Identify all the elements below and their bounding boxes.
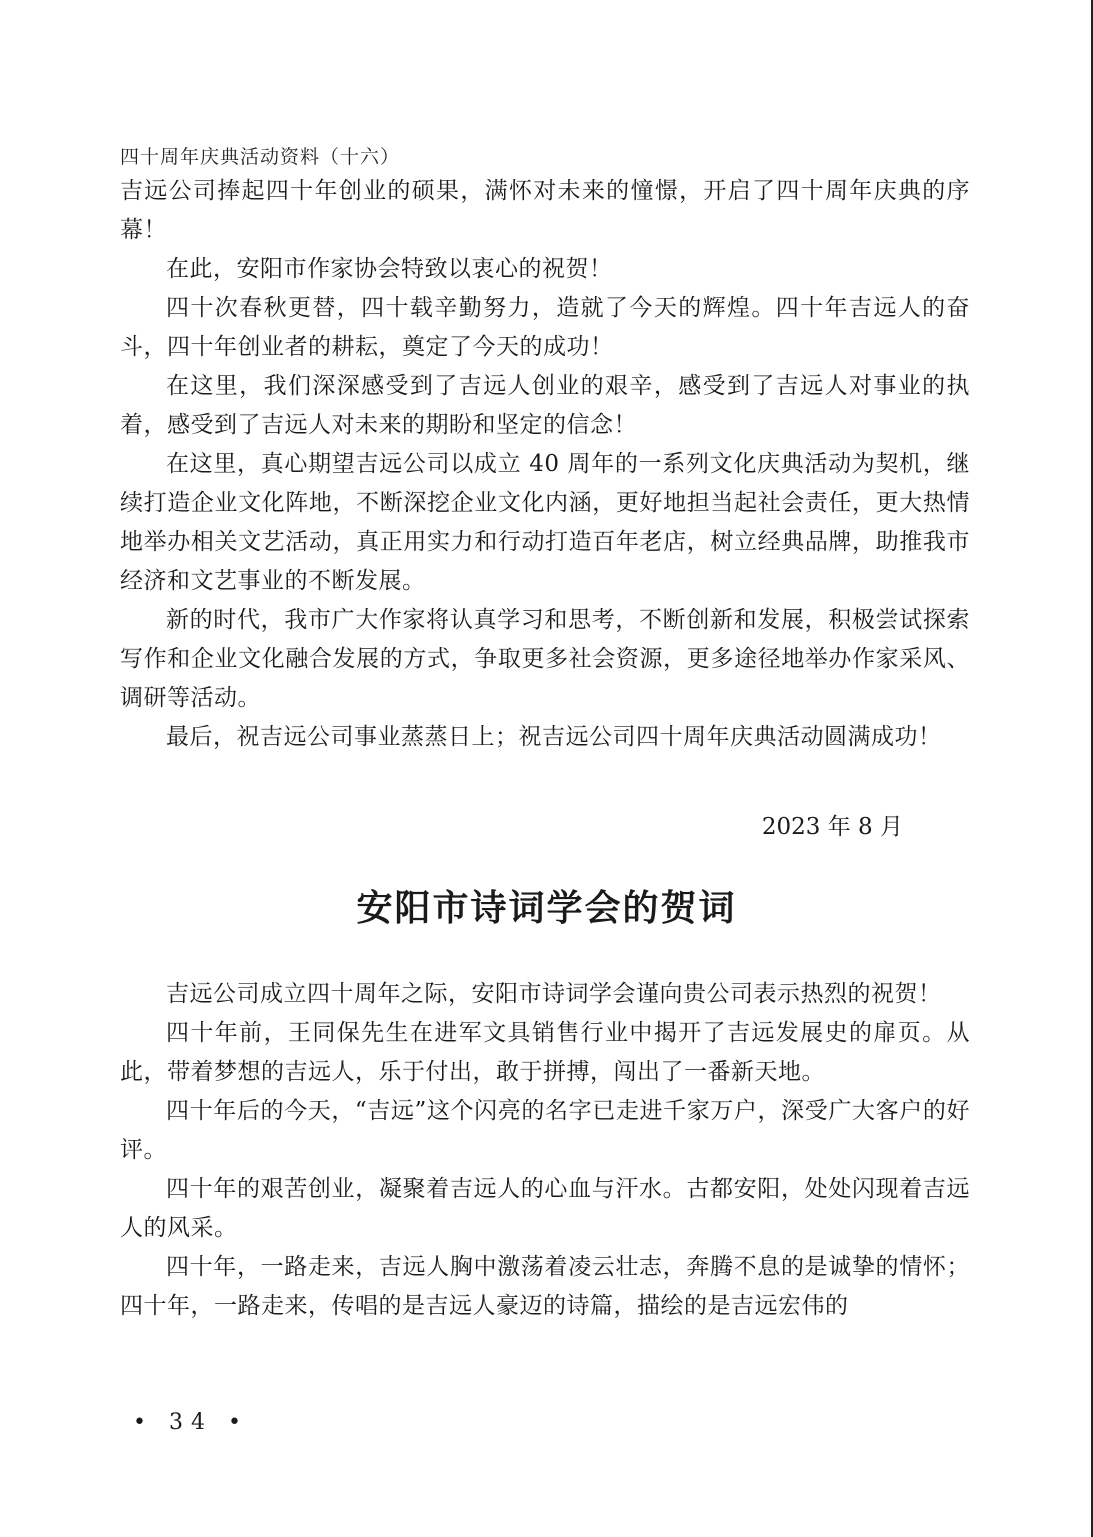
paragraph: 四十年前，王同保先生在进军文具销售行业中揭开了吉远发展史的扉页。从此，带着梦想的吉远人，乐于付出，敢于拼搏，闯出了一番新天地。 (120, 1020, 970, 1085)
paragraph: 新的时代，我市广大作家将认真学习和思考，不断创新和发展，积极尝试探索写作和企业文化融合发展的方式，争取更多社会资源，更多途径地举办作家采风、调研等活动。 (120, 607, 970, 711)
letter-date: 2023 年 8 月 (761, 814, 903, 840)
paragraph: 在这里，我们深深感受到了吉远人创业的艰辛，感受到了吉远人对事业的执着，感受到了吉远人对未来的期盼和坚定的信念！ (120, 373, 970, 438)
paragraph: 在此，安阳市作家协会特致以衷心的祝贺！ (166, 256, 613, 282)
page-number: • 34 • (133, 1410, 249, 1435)
section1-body (120, 172, 970, 757)
section-title: 安阳市诗词学会的贺词 (356, 887, 737, 929)
paragraph: 四十年，一路走来，吉远人胸中激荡着凌云壮志，奔腾不息的是诚挚的情怀；四十年，一路走来，传唱的是吉远人豪迈的诗篇，描绘的是吉远宏伟的 (120, 1254, 970, 1319)
section2-body (120, 975, 970, 1326)
paragraph: 在这里，真心期望吉远公司以成立 40 周年的一系列文化庆典活动为契机，继续打造企业文化阵地，不断深挖企业文化内涵，更好地担当起社会责任，更大热情地举办相关文艺活动，真正用实力和行动打造百年老店，树立经典品牌，助推我市经济和文艺事业的不断发展。 (120, 451, 970, 594)
paragraph: 最后，祝吉远公司事业蒸蒸日上；祝吉远公司四十周年庆典活动圆满成功！ (166, 724, 942, 750)
running-header: 四十周年庆典活动资料（十六） (120, 146, 401, 168)
paragraph: 四十年后的今天，“吉远”这个闪亮的名字已走进千家万户，深受广大客户的好评。 (120, 1098, 970, 1163)
paragraph: 吉远公司捧起四十年创业的硕果，满怀对未来的憧憬，开启了四十周年庆典的序幕！ (120, 178, 970, 243)
paragraph: 四十年的艰苦创业，凝聚着吉远人的心血与汗水。古都安阳，处处闪现着吉远人的风采。 (120, 1176, 970, 1241)
paragraph: 吉远公司成立四十周年之际，安阳市诗词学会谨向贵公司表示热烈的祝贺！ (166, 981, 942, 1007)
paragraph: 四十次春秋更替，四十载辛勤努力，造就了今天的辉煌。四十年吉远人的奋斗，四十年创业者的耕耘，奠定了今天的成功！ (120, 295, 970, 360)
